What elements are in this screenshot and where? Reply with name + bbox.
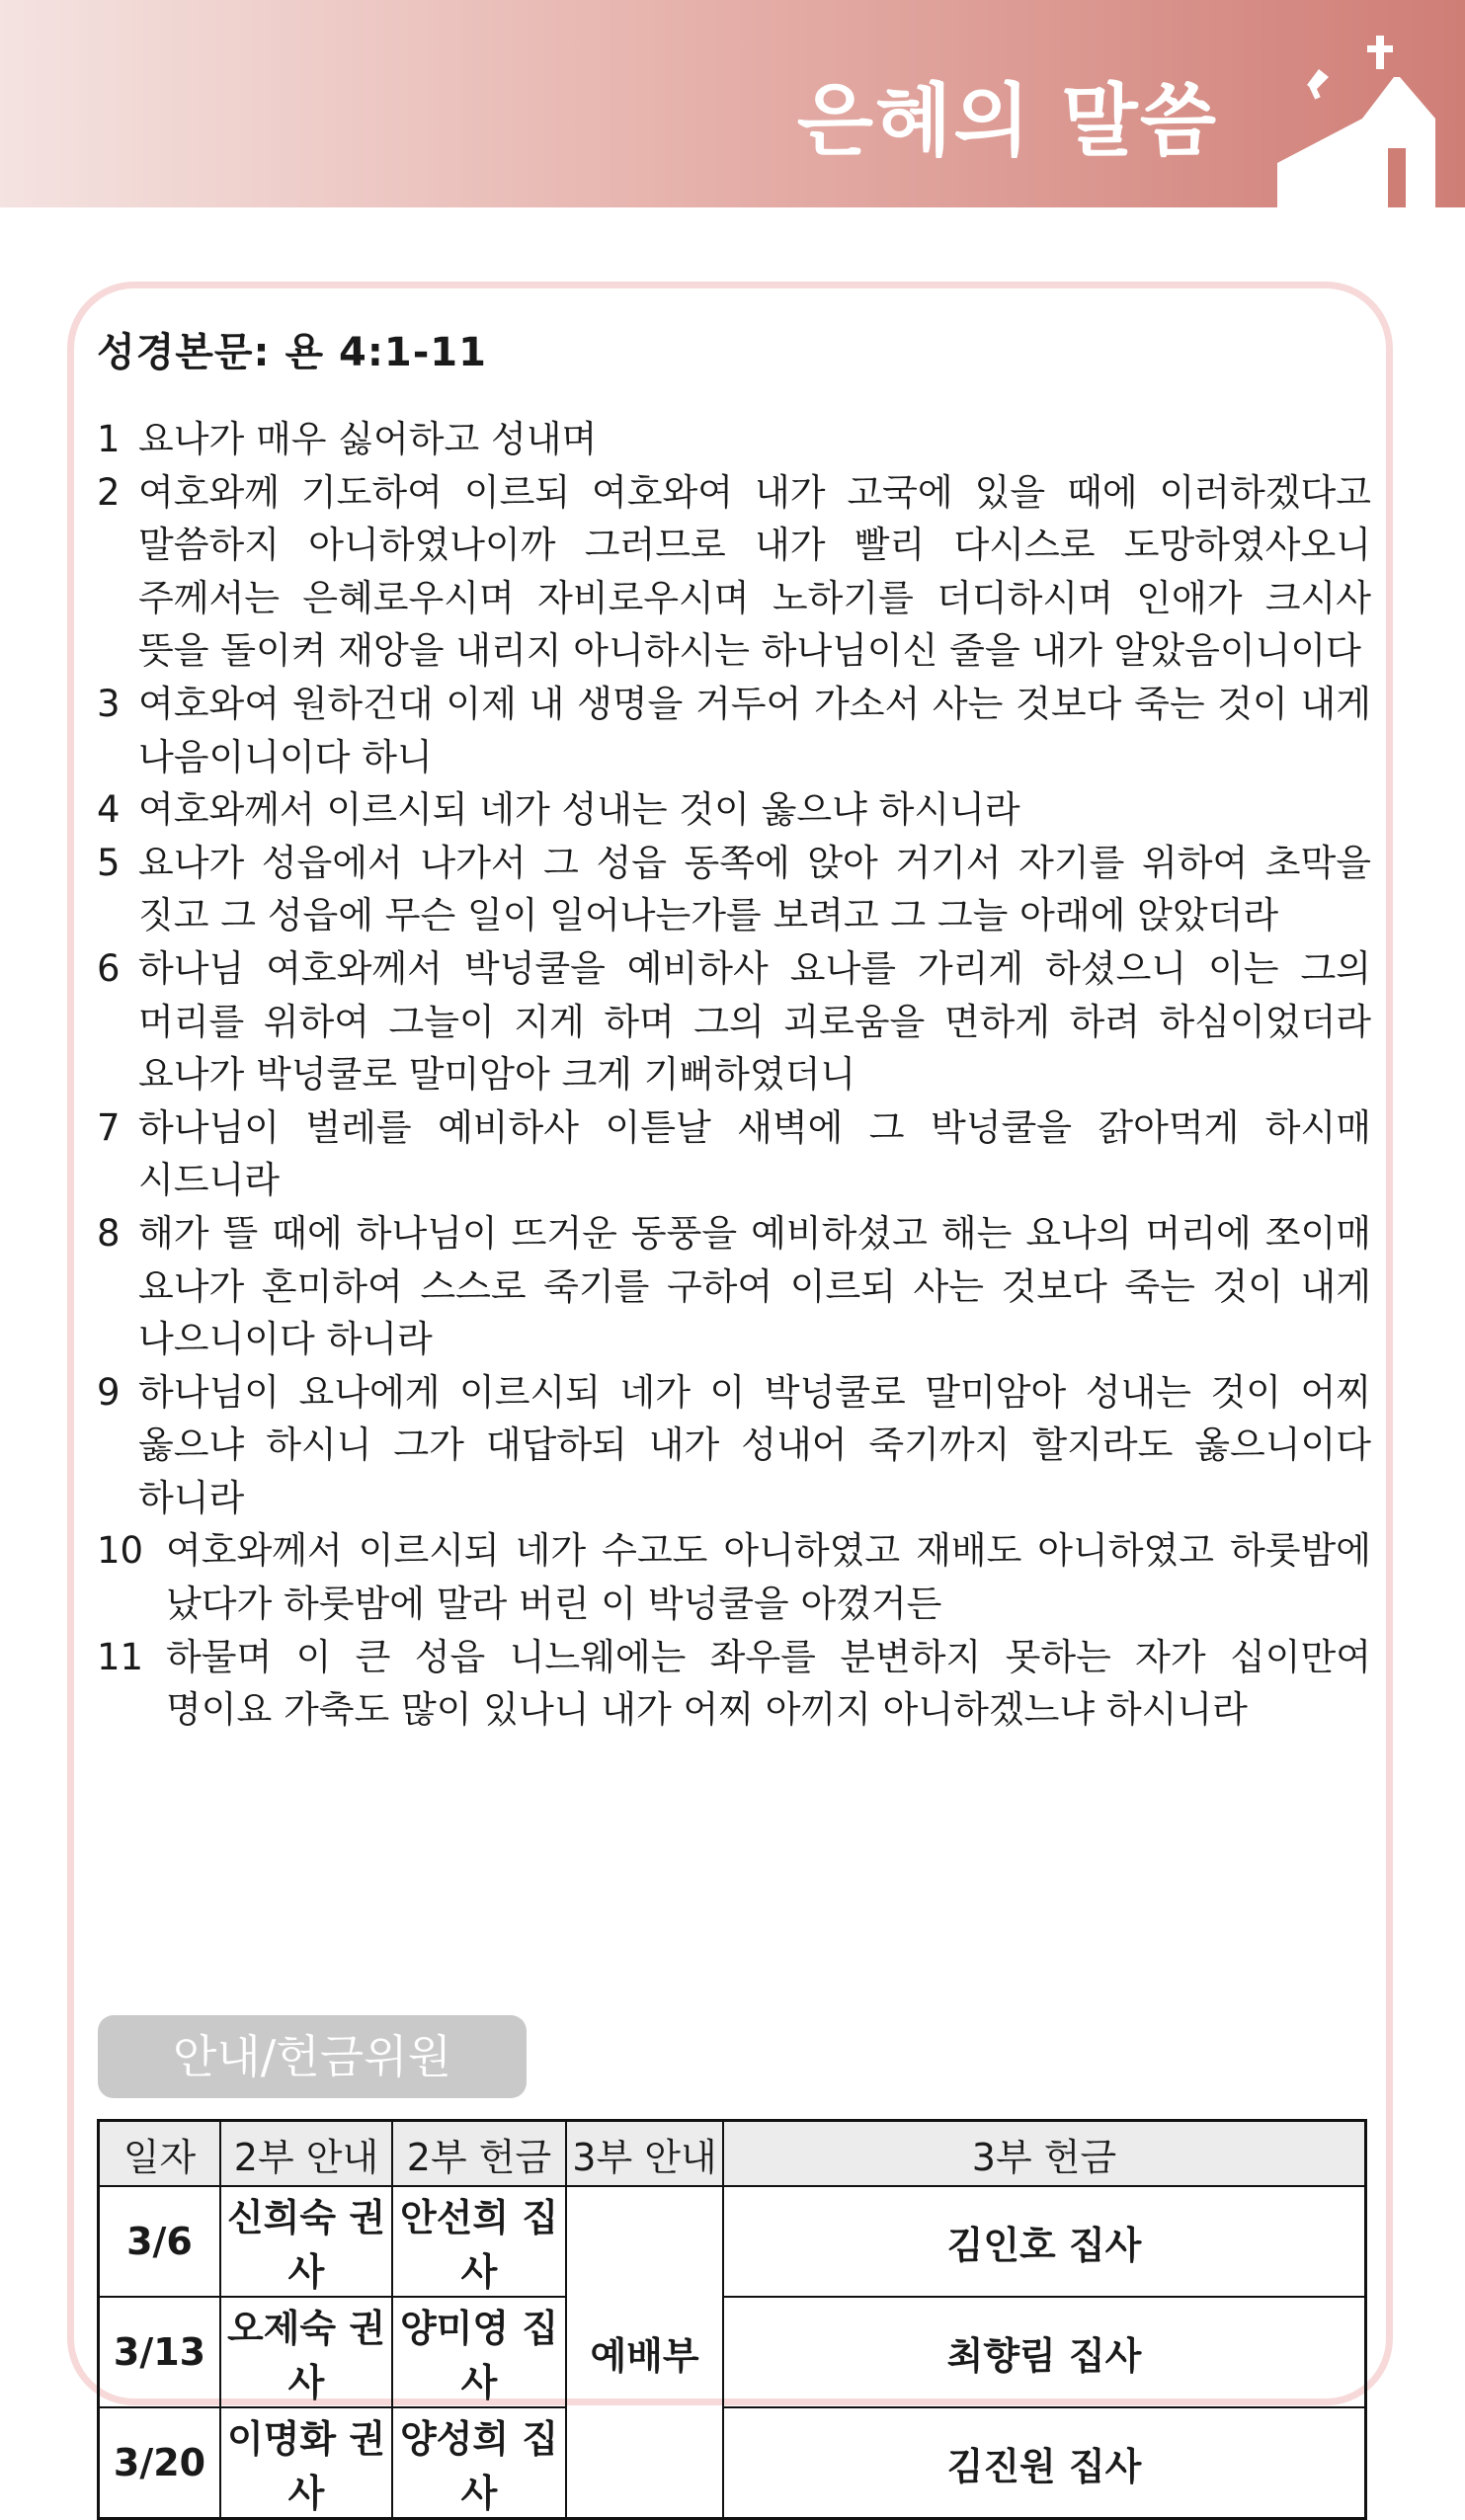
verse-number: 10	[97, 1529, 144, 1573]
verse-text: 해가 뜰 때에 하나님이 뜨거운 동풍을 예비하셨고 해는 요나의 머리에 쪼이매 요나가 혼미하여 스스로 죽기를 구하여 이르되 사는 것보다 죽는 것이 내게 나으니이다 하니라	[138, 1211, 1371, 1361]
column-header-2nd-offering: 2부 헌금	[392, 2121, 566, 2187]
verse-number: 7	[97, 1105, 121, 1149]
verse-8	[97, 1207, 1371, 1366]
verse-number: 9	[97, 1370, 121, 1414]
second-service-usher-cell: 이명화 권사	[220, 2407, 392, 2519]
verse-number: 8	[97, 1211, 121, 1255]
verse-text: 하나님이 요나에게 이르시되 네가 이 박넝쿨로 말미암아 성내는 것이 어찌 옳으냐 하시니 그가 대답하되 내가 성내어 죽기까지 할지라도 옳으니이다 하니라	[138, 1370, 1371, 1519]
verse-1	[97, 413, 1371, 466]
verse-2	[97, 466, 1371, 678]
verse-number: 4	[97, 788, 121, 832]
section-title: 은혜의 말씀	[796, 75, 1218, 167]
table-header-row	[99, 2121, 1366, 2187]
verse-9	[97, 1366, 1371, 1525]
verse-number: 3	[97, 682, 121, 725]
verse-list	[97, 413, 1371, 1737]
third-service-offering-cell: 최향림 집사	[723, 2297, 1366, 2407]
verse-text: 요나가 성읍에서 나가서 그 성읍 동쪽에 앉아 거기서 자기를 위하여 초막을 짓고 그 성읍에 무슨 일이 일어나는가를 보려고 그 그늘 아래에 앉았더라	[138, 841, 1371, 937]
usher-offering-table	[97, 2119, 1367, 2520]
verse-number: 2	[97, 470, 121, 514]
verse-3	[97, 678, 1371, 783]
column-header-3rd-offering: 3부 헌금	[723, 2121, 1366, 2187]
column-header-2nd-usher: 2부 안내	[220, 2121, 392, 2187]
verse-7	[97, 1101, 1371, 1207]
date-cell: 3/6	[99, 2186, 221, 2297]
church-icon	[1277, 0, 1465, 207]
table-row	[99, 2186, 1366, 2297]
second-service-offering-cell: 양성희 집사	[392, 2407, 566, 2519]
table-row	[99, 2407, 1366, 2519]
table-row	[99, 2297, 1366, 2407]
verse-text: 여호와께 기도하여 이르되 여호와여 내가 고국에 있을 때에 이러하겠다고 말씀하지 아니하였나이까 그러므로 내가 빨리 다시스로 도망하였사오니 주께서는 은혜로우시며 자비로우시며 노하기를 더디하시며 인애가 크시사 뜻을 돌이켜 재앙을 내리지 아니하시는 하나님이신 줄을 내가 알았음이니이다	[138, 470, 1371, 673]
verse-text: 요나가 매우 싫어하고 성내며	[138, 418, 598, 460]
second-service-offering-cell: 안선희 집사	[392, 2186, 566, 2297]
roster-title-badge: 안내/헌금위원	[98, 2015, 527, 2098]
page-header	[0, 0, 1465, 207]
verse-number: 1	[97, 418, 121, 460]
third-service-offering-cell: 김인호 집사	[723, 2186, 1366, 2297]
date-cell: 3/13	[99, 2297, 221, 2407]
second-service-usher-cell: 신희숙 권사	[220, 2186, 392, 2297]
verse-text: 여호와께서 이르시되 네가 성내는 것이 옳으냐 하시니라	[138, 788, 1020, 832]
verse-11	[97, 1631, 1371, 1737]
second-service-offering-cell: 양미영 집사	[392, 2297, 566, 2407]
verse-6	[97, 942, 1371, 1101]
verse-text: 여호와께서 이르시되 네가 수고도 아니하였고 재배도 아니하였고 하룻밤에 났다가 하룻밤에 말라 버린 이 박넝쿨을 아꼈거든	[166, 1529, 1371, 1626]
verse-10	[97, 1524, 1371, 1630]
column-header-3rd-usher: 3부 안내	[566, 2121, 723, 2187]
verse-number: 5	[97, 841, 121, 884]
verse-4	[97, 783, 1371, 837]
verse-number: 11	[97, 1635, 144, 1678]
verse-text: 하나님이 벌레를 예비하사 이튿날 새벽에 그 박넝쿨을 갉아먹게 하시매 시드니라	[138, 1105, 1371, 1202]
verse-number: 6	[97, 946, 121, 990]
date-cell: 3/20	[99, 2407, 221, 2519]
verse-text: 하나님 여호와께서 박넝쿨을 예비하사 요나를 가리게 하셨으니 이는 그의 머리를 위하여 그늘이 지게 하며 그의 괴로움을 면하게 하려 하심이었더라 요나가 박넝쿨로 말미암아 크게 기뻐하였더니	[138, 946, 1371, 1097]
third-service-offering-cell: 김진원 집사	[723, 2407, 1366, 2519]
column-header-date: 일자	[99, 2121, 221, 2187]
third-service-usher-cell: 예배부	[566, 2186, 723, 2519]
verse-5	[97, 837, 1371, 942]
verse-text: 하물며 이 큰 성읍 니느웨에는 좌우를 분변하지 못하는 자가 십이만여 명이요 가축도 많이 있나니 내가 어찌 아끼지 아니하겠느냐 하시니라	[166, 1635, 1371, 1732]
passage-heading: 성경본문: 욘 4:1-11	[97, 330, 487, 375]
second-service-usher-cell: 오제숙 권사	[220, 2297, 392, 2407]
verse-text: 여호와여 원하건대 이제 내 생명을 거두어 가소서 사는 것보다 죽는 것이 내게 나음이니이다 하니	[138, 682, 1371, 778]
